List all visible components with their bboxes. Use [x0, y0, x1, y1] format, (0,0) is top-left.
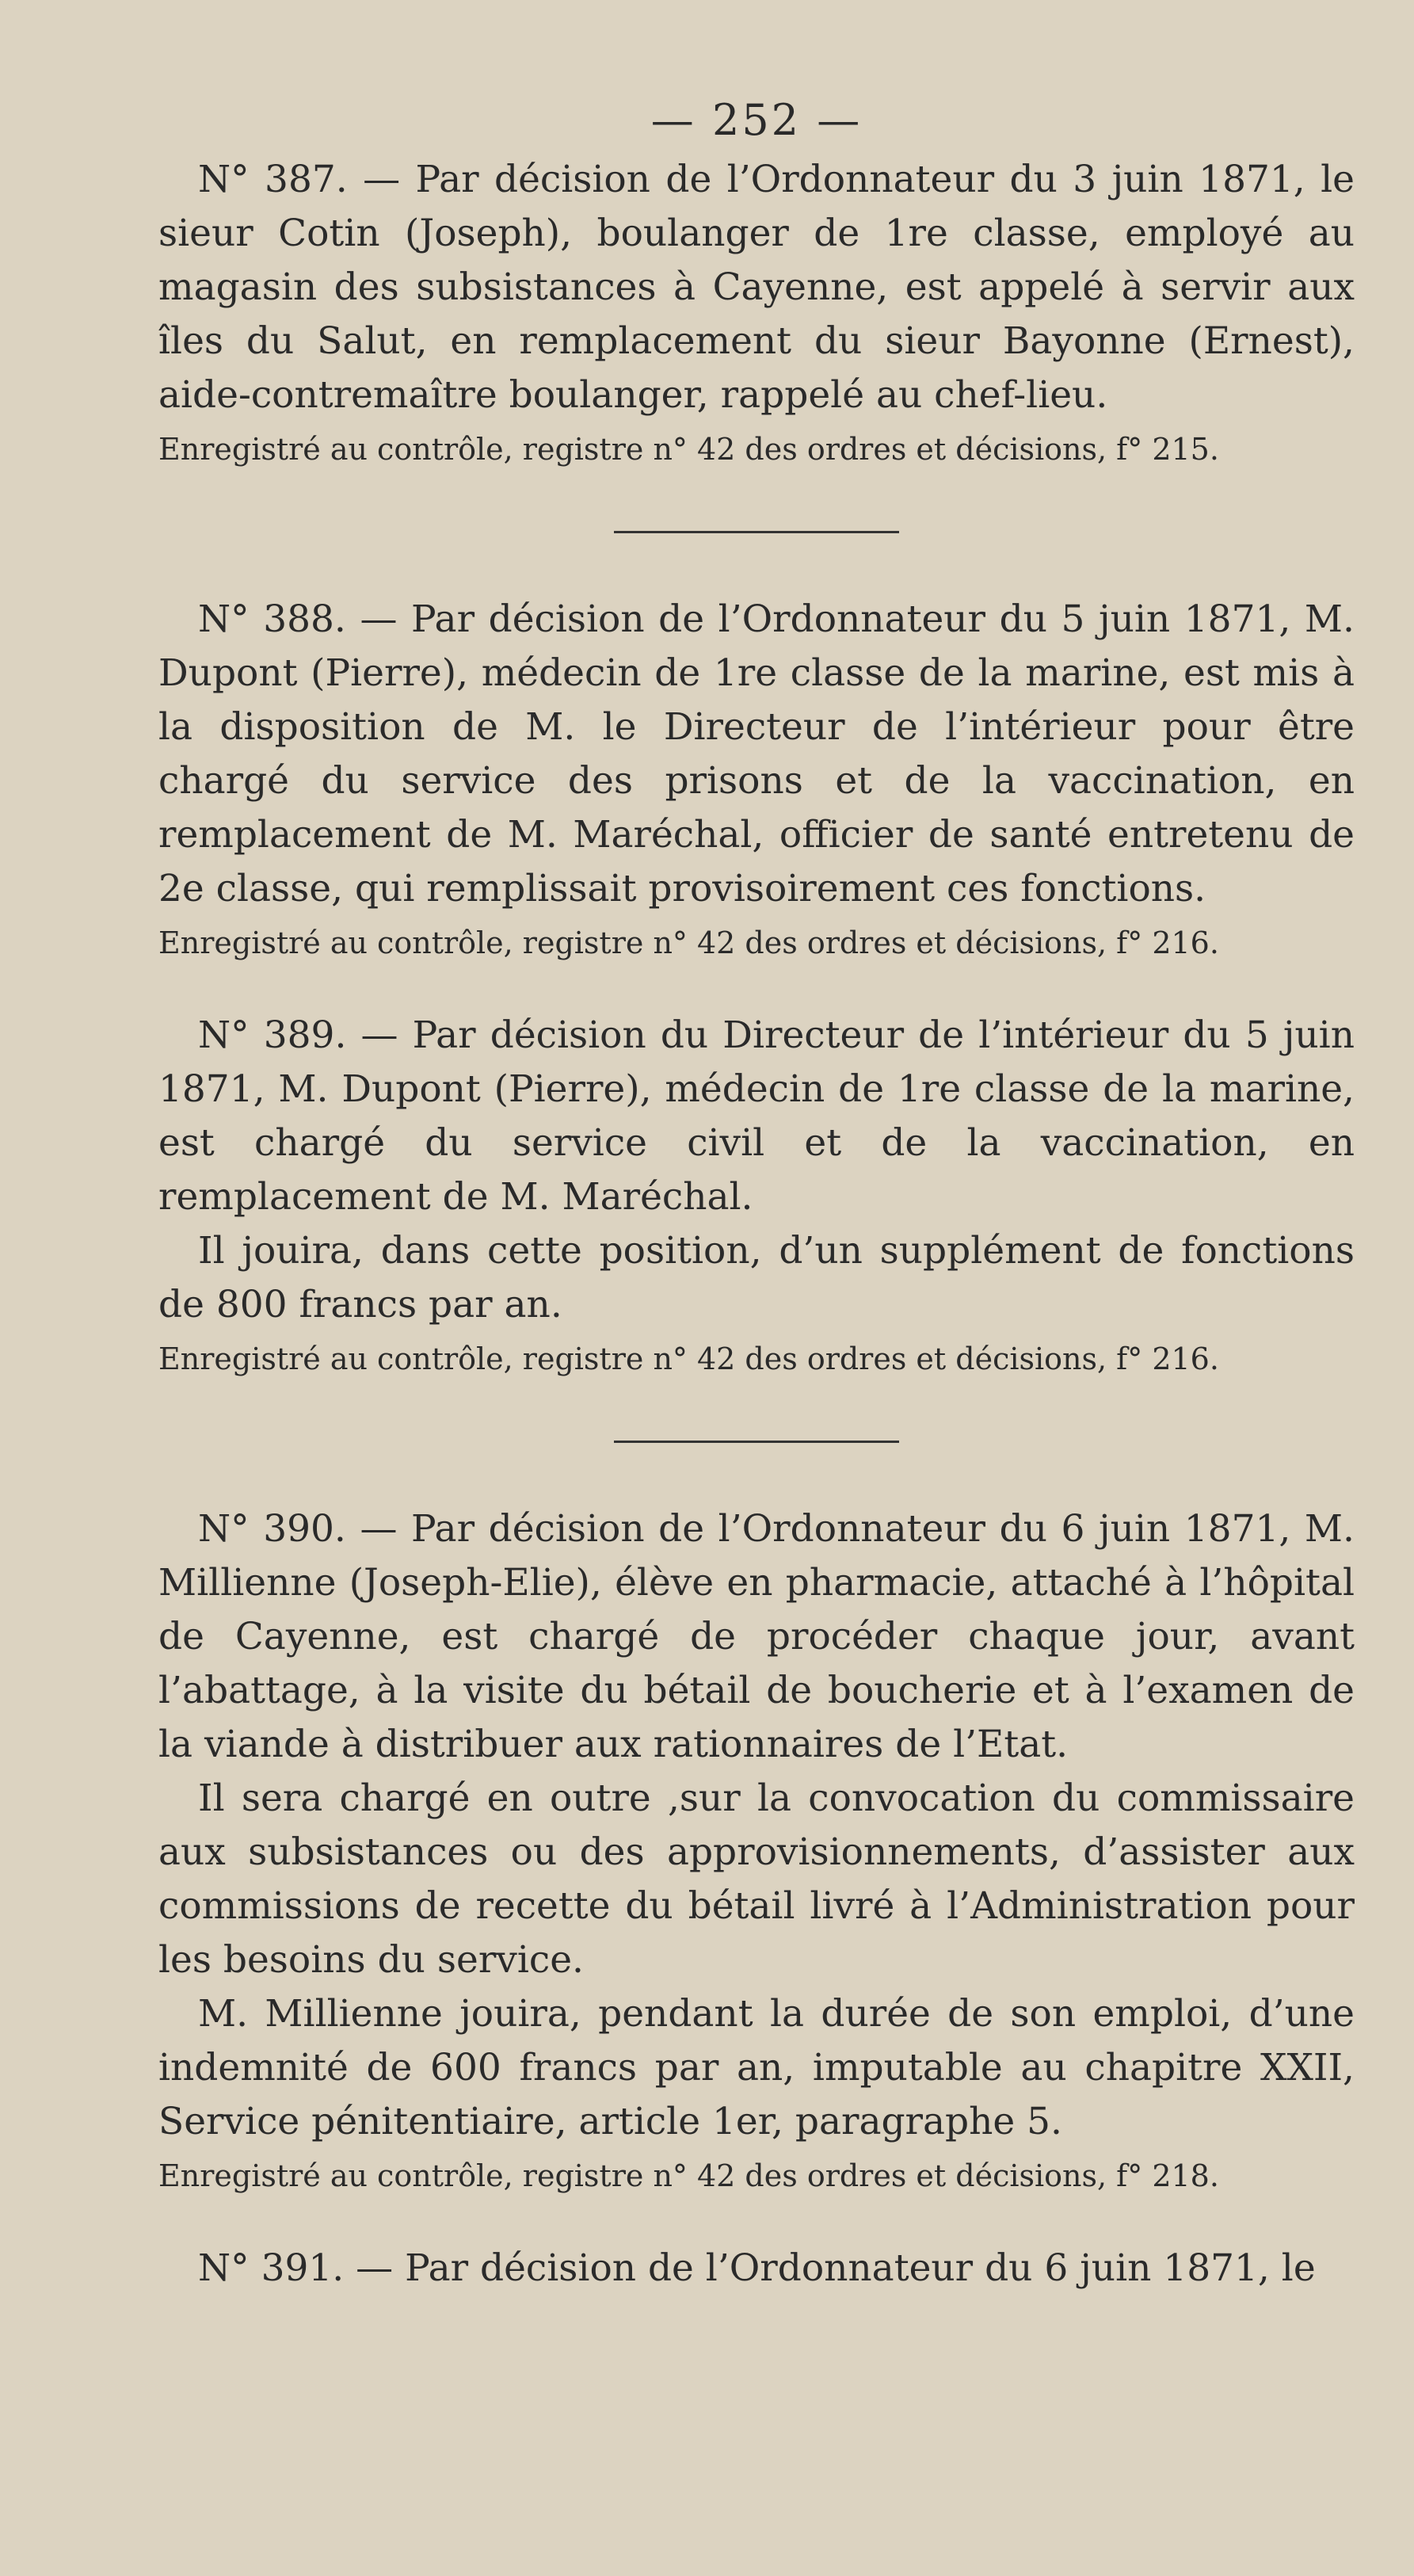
entry-387-text: N° 387. — Par décision de l’Ordonnateur du 3 juin 1871, le sieur Cotin (Joseph), boulanger de 1re classe, employé au magasin des subsistances à Cayenne, est appelé à servir aux îles du Salut, en remplacement du sieur Bayonne (Ernest), aide-contremaître boulanger, rappelé au chef-lieu. [158, 158, 1355, 417]
spacer [158, 1443, 1355, 1502]
entry-390-registration: Enregistré au contrôle, registre n° 42 des ordres et décisions, f° 218. [158, 2158, 1219, 2193]
entry-390-text-2: Il sera chargé en outre ,sur la convocation du commissaire aux subsistances ou des approvisionnements, d’assister aux commissions de recette du bétail livré à l’Administration pour les besoins du service. [158, 1776, 1355, 1982]
spacer [158, 471, 1355, 531]
entry-389-text: N° 389. — Par décision du Directeur de l’intérieur du 5 juin 1871, M. Dupont (Pierre), médecin de 1re classe de la marine, est chargé du service civil et de la vaccination, en remplacement de M. Maréchal. [158, 1013, 1355, 1219]
page-number: — 252 — [650, 95, 863, 145]
entry-387-registration: Enregistré au contrôle, registre n° 42 des ordres et décisions, f° 215. [158, 432, 1219, 467]
spacer [158, 533, 1355, 593]
entry-389-text-2: Il jouira, dans cette position, d’un supplément de fonctions de 800 francs par an. [158, 1229, 1355, 1326]
entry-388-registration: Enregistré au contrôle, registre n° 42 des ordres et décisions, f° 216. [158, 925, 1219, 960]
entry-390 [158, 1502, 1355, 2198]
entry-391-text: N° 391. — Par décision de l’Ordonnateur du 6 juin 1871, le [198, 2246, 1316, 2290]
entry-388-text: N° 388. — Par décision de l’Ordonnateur du 5 juin 1871, M. Dupont (Pierre), médecin de 1re classe de la marine, est mis à la disposition de M. le Directeur de l’intérieur pour être chargé du service des prisons et de la vaccination, en remplacement de M. Maréchal, officier de santé entretenu de 2e classe, qui remplissait provisoirement ces fonctions. [158, 597, 1355, 910]
entry-389 [158, 1009, 1355, 1381]
spacer [158, 2198, 1355, 2242]
spacer [158, 1381, 1355, 1441]
entry-387 [158, 153, 1355, 471]
entry-389-registration: Enregistré au contrôle, registre n° 42 des ordres et décisions, f° 216. [158, 1341, 1219, 1376]
entry-390-text-3: M. Millienne jouira, pendant la durée de son emploi, d’une indemnité de 600 francs par an, imputable au chapitre XXII, Service pénitentiaire, article 1er, paragraphe 5. [158, 1992, 1355, 2143]
entry-390-text: N° 390. — Par décision de l’Ordonnateur du 6 juin 1871, M. Millienne (Joseph-Elie), élève en pharmacie, attaché à l’hôpital de Cayenne, est chargé de procéder chaque jour, avant l’abattage, à la visite du bétail de boucherie et à l’examen de la viande à distribuer aux rationnaires de l’Etat. [158, 1507, 1355, 1766]
spacer [158, 965, 1355, 1009]
entry-391 [158, 2242, 1355, 2296]
entry-388 [158, 593, 1355, 965]
